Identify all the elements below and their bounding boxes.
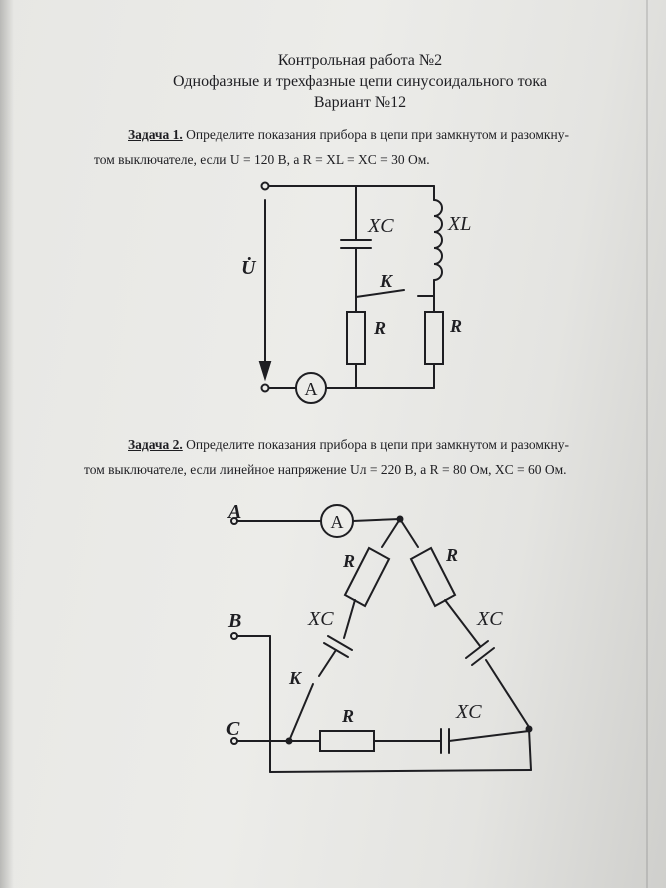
ammeter-label: A xyxy=(330,512,344,532)
document-subtitle: Однофазные и трехфазные цепи синусоидального тока xyxy=(173,73,547,90)
switch-k xyxy=(289,684,313,741)
wire xyxy=(270,770,531,772)
variant-number: Вариант №12 xyxy=(313,94,407,111)
task1-label: Задача 1. xyxy=(128,127,183,142)
label-c: C xyxy=(226,718,240,740)
task1-text-1: Определите показания прибора в цепи при замкнутом и разомкну- xyxy=(186,127,569,142)
label-a: A xyxy=(228,501,242,523)
task1-line2: том выключателе, если U = 120 В, а R = XL = XC = 30 Ом. xyxy=(94,152,430,167)
label-u: U̇ xyxy=(241,257,256,279)
task2-text-1: Определите показания прибора в цепи при замкнутом и разомкну- xyxy=(186,437,569,452)
label-xl: XL xyxy=(448,213,472,235)
document-title: Контрольная работа №2 xyxy=(277,52,443,69)
label-k: K xyxy=(380,271,393,291)
label-xc: XC xyxy=(368,215,394,237)
label-r-right: R xyxy=(446,545,459,565)
wire xyxy=(529,729,531,770)
wire xyxy=(449,731,529,741)
node xyxy=(287,739,292,744)
ammeter-label: A xyxy=(304,379,318,399)
label-k: K xyxy=(289,668,302,688)
wire xyxy=(353,519,400,521)
wire xyxy=(400,519,418,547)
label-r-bottom: R xyxy=(342,706,355,726)
label-r1: R xyxy=(374,318,387,338)
resistor-bottom xyxy=(320,731,374,751)
label-xc-right: XC xyxy=(477,608,503,630)
task2-line2: том выключателе, если линейное напряжение Uл = 220 В, а R = 80 Ом, XC = 60 Ом. xyxy=(84,462,567,477)
task2-label: Задача 2. xyxy=(128,437,183,452)
label-b: B xyxy=(228,610,242,632)
wire xyxy=(319,650,336,676)
label-xc-left: XC xyxy=(308,608,334,630)
label-xc-bottom: XC xyxy=(456,701,482,723)
wire xyxy=(445,600,480,646)
wire xyxy=(344,600,355,638)
wire xyxy=(486,660,529,727)
label-r-left: R xyxy=(343,551,356,571)
node xyxy=(398,517,403,522)
label-r2: R xyxy=(450,316,463,336)
wire xyxy=(382,519,400,547)
